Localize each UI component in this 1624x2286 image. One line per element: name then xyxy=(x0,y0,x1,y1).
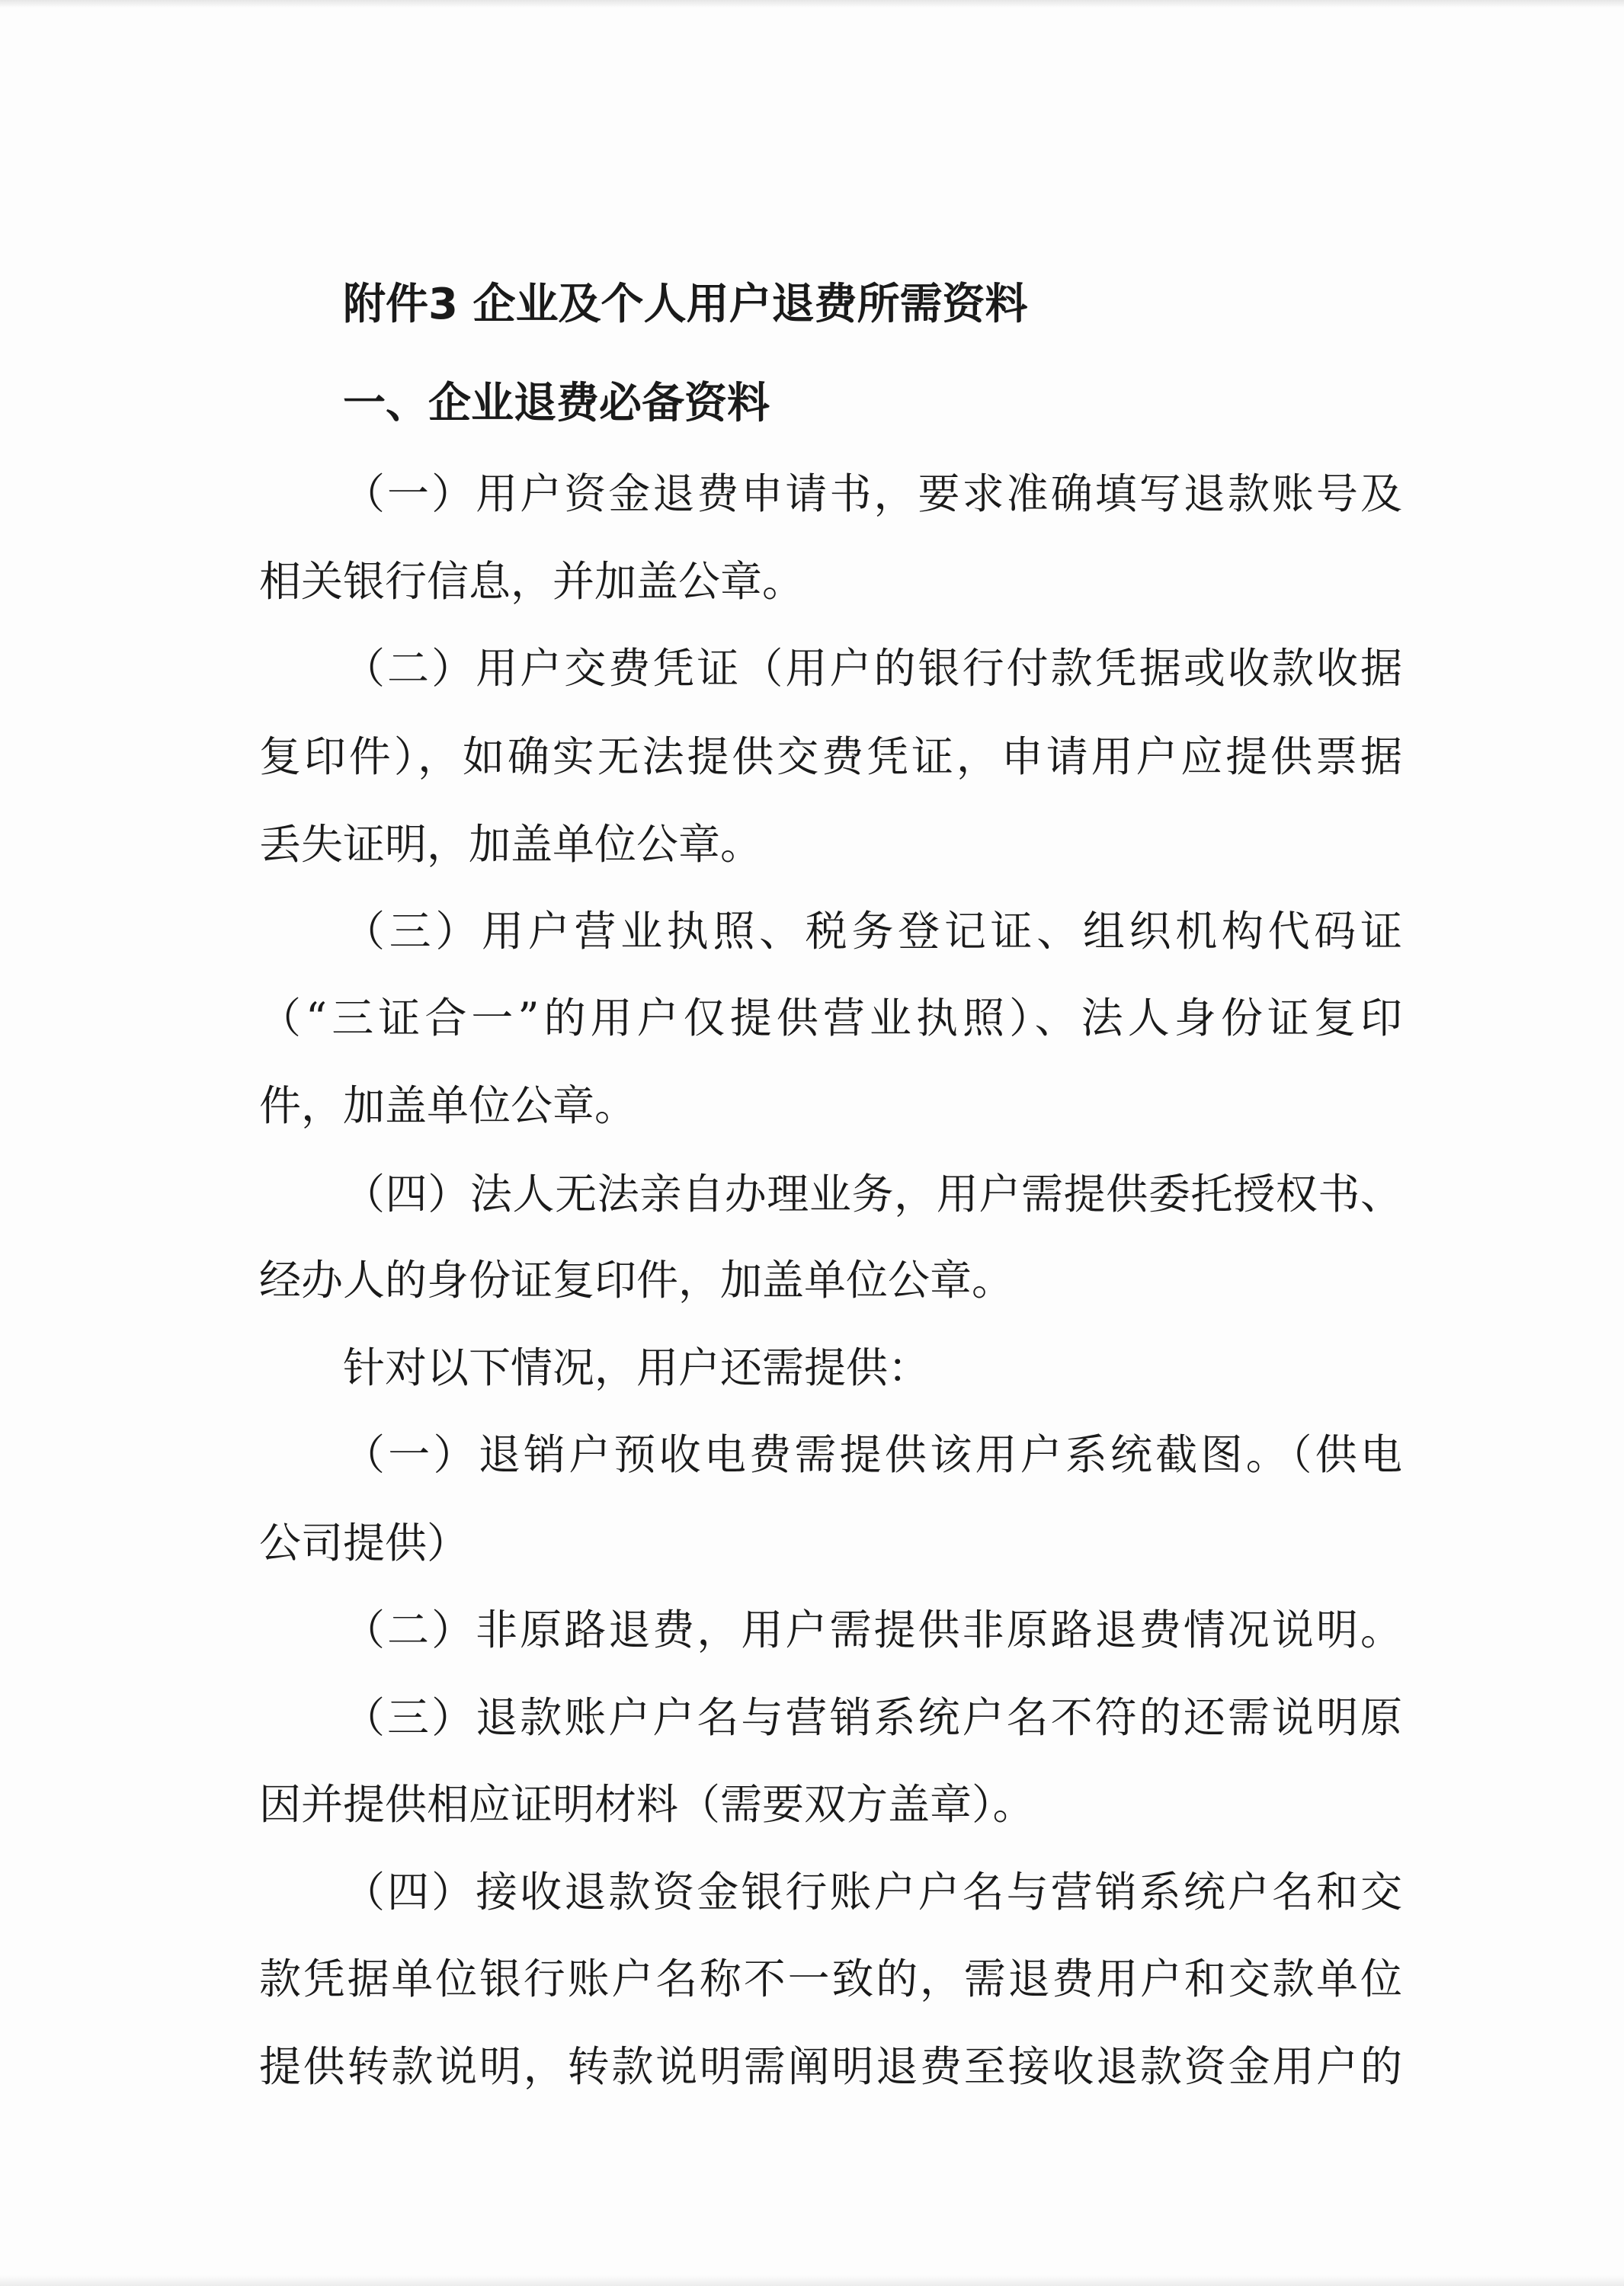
paragraph-line: 款凭据单位银行账户名称不一致的，需退费用户和交款单位 xyxy=(259,1955,1402,2003)
attachment-title: 附件3 企业及个人用户退费所需资料 xyxy=(343,280,1028,329)
section-heading-enterprise: 一、企业退费必备资料 xyxy=(343,379,770,428)
paragraph-line: （一）退销户预收电费需提供该用户系统截图。（供电 xyxy=(343,1430,1402,1479)
paragraph-line: （三）退款账户户名与营销系统户名不符的还需说明原 xyxy=(343,1693,1402,1742)
scan-bottom-edge xyxy=(0,2275,1624,2286)
paragraph-line: 相关银行信息，并加盖公章。 xyxy=(259,557,805,606)
paragraph-line: （三）用户营业执照、税务登记证、组织机构代码证 xyxy=(343,907,1402,956)
paragraph-line: （一）用户资金退费申请书，要求准确填写退款账号及 xyxy=(343,469,1402,518)
paragraph-line: （二）用户交费凭证（用户的银行付款凭据或收款收据 xyxy=(343,644,1402,693)
paragraph-line: 提供转款说明，转款说明需阐明退费至接收退款资金用户的 xyxy=(259,2042,1402,2091)
paragraph-line: （二）非原路退费，用户需提供非原路退费情况说明。 xyxy=(343,1606,1402,1654)
scan-top-edge xyxy=(0,0,1624,8)
paragraph-line: 因并提供相应证明材料（需要双方盖章）。 xyxy=(259,1780,1035,1829)
paragraph-line: 复印件），如确实无法提供交费凭证，申请用户应提供票据 xyxy=(259,732,1402,781)
paragraph-line: 件，加盖单位公章。 xyxy=(259,1081,637,1130)
paragraph-line: （“三证合一”的用户仅提供营业执照）、法人身份证复印 xyxy=(259,994,1402,1042)
paragraph-line: （四）法人无法亲自办理业务，用户需提供委托授权书、 xyxy=(343,1170,1402,1218)
paragraph-line: 公司提供） xyxy=(259,1519,469,1567)
paragraph-line: 经办人的身份证复印件，加盖单位公章。 xyxy=(259,1256,1014,1305)
paragraph-line: （四）接收退款资金银行账户户名与营销系统户名和交 xyxy=(343,1868,1402,1916)
paragraph-line: 丢失证明，加盖单位公章。 xyxy=(259,820,763,869)
paragraph-line: 针对以下情况，用户还需提供： xyxy=(343,1343,931,1392)
